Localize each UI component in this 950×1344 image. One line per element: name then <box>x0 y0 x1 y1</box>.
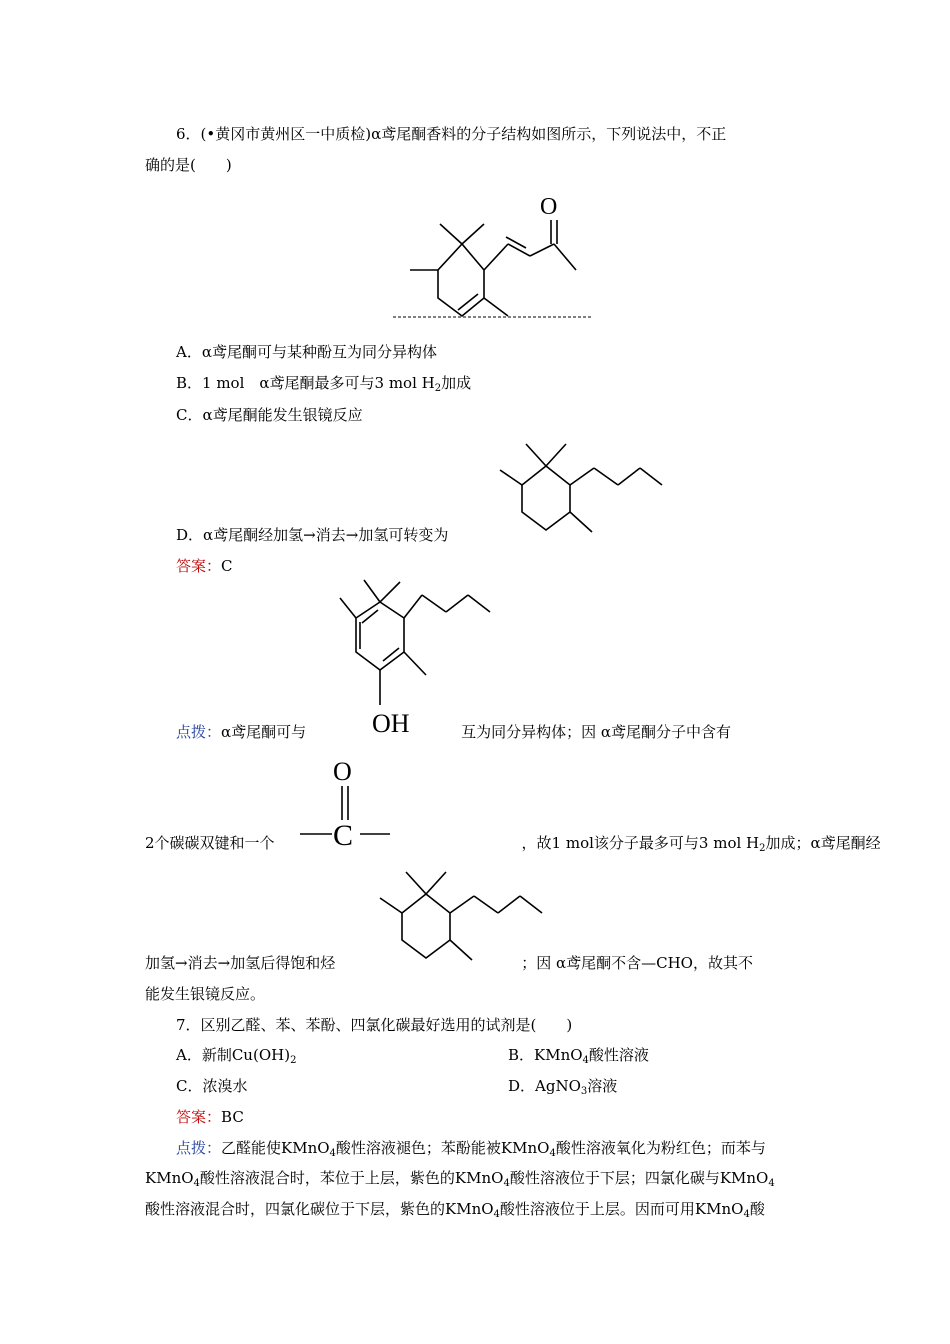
q6-hint-line3: 加氢→消去→加氢后得饱和烃 ；因 α鸢尾酮不含—CHO，故其不 <box>145 954 753 972</box>
q7-hint-line3: 酸性溶液混合时，四氯化碳位于下层，紫色的KMnO$_4$酸性溶液位于上层。因而可用KMnO$_4$酸 <box>145 1200 765 1220</box>
q7-option-b: B．KMnO$_4$酸性溶液 <box>508 1046 649 1066</box>
phenol-isomer-structure <box>338 560 508 749</box>
q6-option-c: C．α鸢尾酮能发生银镜反应 <box>176 406 363 424</box>
oh-group-label: OH <box>372 709 410 738</box>
hint-label: 点拨： <box>176 1139 222 1157</box>
q7-option-d: D．AgNO$_3$溶液 <box>508 1077 618 1097</box>
q6-answer: 答案：C <box>176 557 233 575</box>
q6-hint-line2: 2个碳碳双键和一个 ，故1 mol该分子最多可与3 mol $H_2$加成；α鸢尾酮经 <box>145 834 881 854</box>
carbonyl-o: O <box>333 757 352 786</box>
q7-option-c: C．浓溴水 <box>176 1077 248 1095</box>
q6-option-d: D．α鸢尾酮经加氢→消去→加氢可转变为 <box>176 526 449 544</box>
q7-answer: 答案：BC <box>176 1108 244 1126</box>
saturated-hydrocarbon-structure <box>498 440 668 544</box>
q6-stem-line2: 确的是( ) <box>145 156 232 174</box>
q6-hint-line1: 点拨：α鸢尾酮可与 互为同分异构体；因 α鸢尾酮分子中含有 <box>176 723 732 741</box>
answer-label: 答案： <box>176 557 222 575</box>
q6-option-b: B．1 mol α鸢尾酮最多可与3 mol $H_2$加成 <box>176 374 472 394</box>
q7-option-a: A．新制$Cu(OH)_2$ <box>176 1046 297 1066</box>
q7-stem: 7．区别乙醛、苯、苯酚、四氯化碳最好选用的试剂是( ) <box>176 1016 573 1034</box>
carbonyl-o-label: O <box>540 194 558 220</box>
q6-hint-line4: 能发生银镜反应。 <box>145 985 266 1003</box>
q7-hint-line1: 点拨：乙醛能使KMnO$_4$酸性溶液褪色；苯酚能被KMnO$_4$酸性溶液氧化为粉红色；而苯与 <box>176 1139 766 1159</box>
carbonyl-c: C <box>333 819 354 852</box>
hint-label: 点拨： <box>176 723 222 741</box>
answer-label: 答案： <box>176 1108 222 1126</box>
q6-option-a: A．α鸢尾酮可与某种酚互为同分异构体 <box>176 343 437 361</box>
q7-hint-line2: KMnO$_4$酸性溶液混合时，苯位于上层，紫色的KMnO$_4$酸性溶液位于下层；四氯化碳与KMnO$_4$ <box>145 1169 775 1189</box>
q6-stem-line1: 6．(•黄冈市黄州区一中质检)α鸢尾酮香料的分子结构如图所示，下列说法中，不正 <box>176 125 727 143</box>
alpha-irone-structure <box>388 186 608 325</box>
